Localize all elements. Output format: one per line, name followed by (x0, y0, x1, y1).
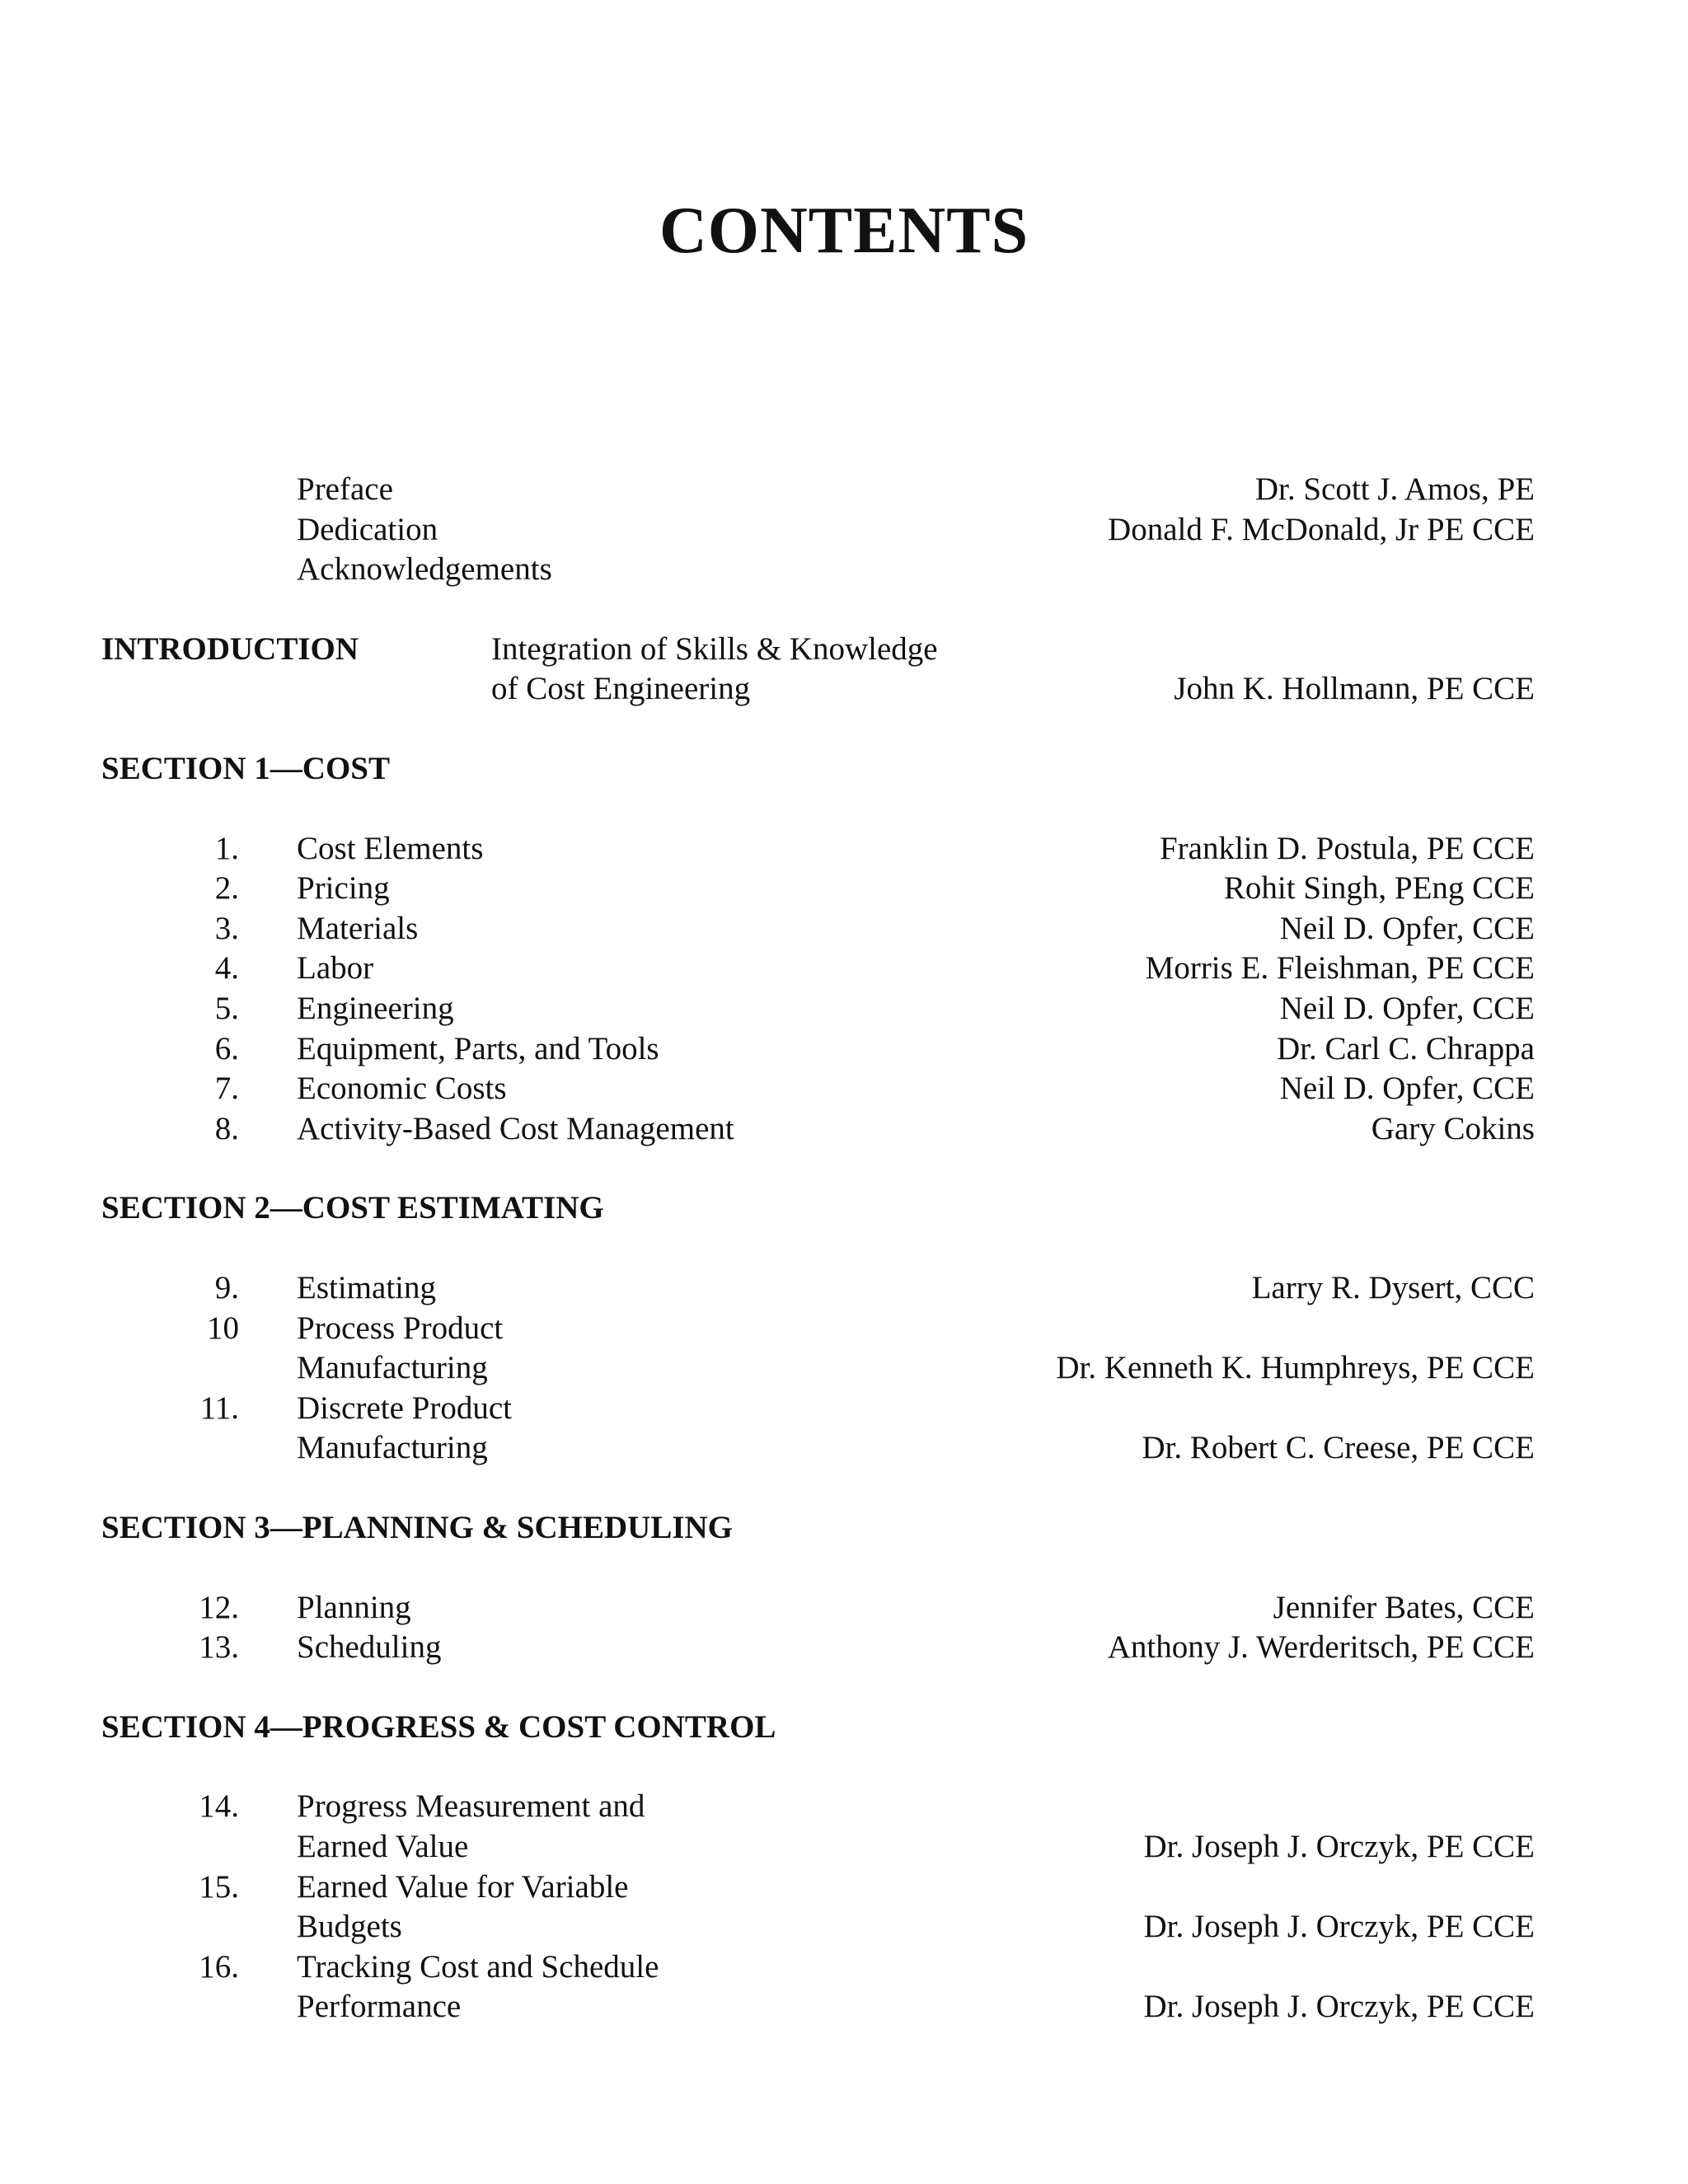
chapter-number: 4. (214, 950, 239, 987)
chapter-author: Neil D. Opfer, CCE (1279, 991, 1535, 1026)
chapter-number: 8. (214, 1110, 239, 1146)
chapter-number: 12. (199, 1589, 239, 1625)
chapter-title: Materials (297, 910, 419, 946)
chapter-title: Manufacturing (297, 1430, 488, 1466)
front-matter-label: Acknowledgements (297, 551, 552, 588)
chapter-author: Gary Cokins (1371, 1110, 1535, 1146)
chapter-number: 9. (214, 1270, 239, 1305)
chapter-title: Pricing (297, 870, 390, 907)
chapter-number: 11. (199, 1390, 239, 1426)
front-matter-author: Donald F. McDonald, Jr PE CCE (1108, 511, 1535, 547)
introduction-author: John K. Hollmann, PE CCE (1174, 671, 1535, 707)
chapter-title: Budgets (297, 1909, 402, 1945)
chapter-author: Dr. Carl C. Chrappa (1276, 1030, 1535, 1066)
chapter-title: Discrete Product (297, 1390, 513, 1426)
chapter-title: Equipment, Parts, and Tools (297, 1030, 659, 1066)
chapter-title: Cost Elements (297, 830, 484, 866)
section-heading: SECTION 2—COST ESTIMATING (101, 1190, 604, 1226)
chapter-number: 14. (199, 1788, 239, 1825)
chapter-title: Earned Value for Variable (297, 1868, 629, 1905)
chapter-author: Rohit Singh, PEng CCE (1223, 870, 1535, 907)
chapter-author: Anthony J. Werderitsch, PE CCE (1107, 1629, 1535, 1666)
introduction-title: of Cost Engineering (491, 671, 751, 707)
chapter-number: 3. (214, 910, 239, 946)
section-heading: SECTION 3—PLANNING & SCHEDULING (101, 1510, 734, 1545)
chapter-title: Manufacturing (297, 1350, 488, 1386)
chapter-number: 7. (214, 1071, 239, 1107)
chapter-number: 15. (199, 1868, 239, 1905)
front-matter-author: Dr. Scott J. Amos, PE (1254, 471, 1535, 507)
front-matter-label: Dedication (297, 511, 438, 547)
chapter-author: Neil D. Opfer, CCE (1279, 1071, 1535, 1107)
introduction-title: Integration of Skills & Knowledge (491, 630, 938, 667)
chapter-author: Jennifer Bates, CCE (1273, 1589, 1535, 1625)
chapter-number: 2. (214, 870, 239, 907)
chapter-title: Labor (297, 950, 374, 987)
chapter-title: Activity-Based Cost Management (297, 1110, 734, 1146)
section-heading: SECTION 1—COST (101, 751, 391, 786)
chapter-author: Franklin D. Postula, PE CCE (1159, 830, 1535, 866)
chapter-number: 5. (214, 991, 239, 1026)
introduction-heading: INTRODUCTION (101, 630, 359, 667)
chapter-author: Dr. Robert C. Creese, PE CCE (1142, 1430, 1535, 1466)
chapter-title: Progress Measurement and (297, 1788, 645, 1825)
chapter-number: 6. (214, 1030, 239, 1066)
chapter-number: 13. (199, 1629, 239, 1666)
chapter-title: Scheduling (297, 1629, 442, 1666)
chapter-title: Performance (297, 1989, 462, 2025)
chapter-title: Earned Value (297, 1829, 469, 1864)
chapter-author: Dr. Joseph J. Orczyk, PE CCE (1143, 1989, 1535, 2025)
chapter-author: Morris E. Fleishman, PE CCE (1145, 950, 1535, 987)
chapter-number: 16. (199, 1948, 239, 1985)
section-heading: SECTION 4—PROGRESS & COST CONTROL (101, 1708, 776, 1745)
chapter-title: Tracking Cost and Schedule (297, 1948, 659, 1985)
chapter-number: 10 (207, 1310, 239, 1346)
chapter-author: Dr. Joseph J. Orczyk, PE CCE (1143, 1909, 1535, 1945)
chapter-author: Larry R. Dysert, CCC (1251, 1270, 1535, 1305)
chapter-title: Economic Costs (297, 1071, 507, 1107)
chapter-author: Neil D. Opfer, CCE (1279, 910, 1535, 946)
chapter-title: Engineering (297, 991, 454, 1026)
chapter-title: Process Product (297, 1310, 504, 1346)
page-title: CONTENTS (659, 194, 1029, 267)
chapter-number: 1. (214, 830, 239, 866)
front-matter-label: Preface (297, 471, 393, 507)
chapter-title: Estimating (297, 1270, 436, 1305)
chapter-author: Dr. Kenneth K. Humphreys, PE CCE (1056, 1350, 1535, 1386)
chapter-author: Dr. Joseph J. Orczyk, PE CCE (1143, 1829, 1535, 1864)
chapter-title: Planning (297, 1589, 411, 1625)
